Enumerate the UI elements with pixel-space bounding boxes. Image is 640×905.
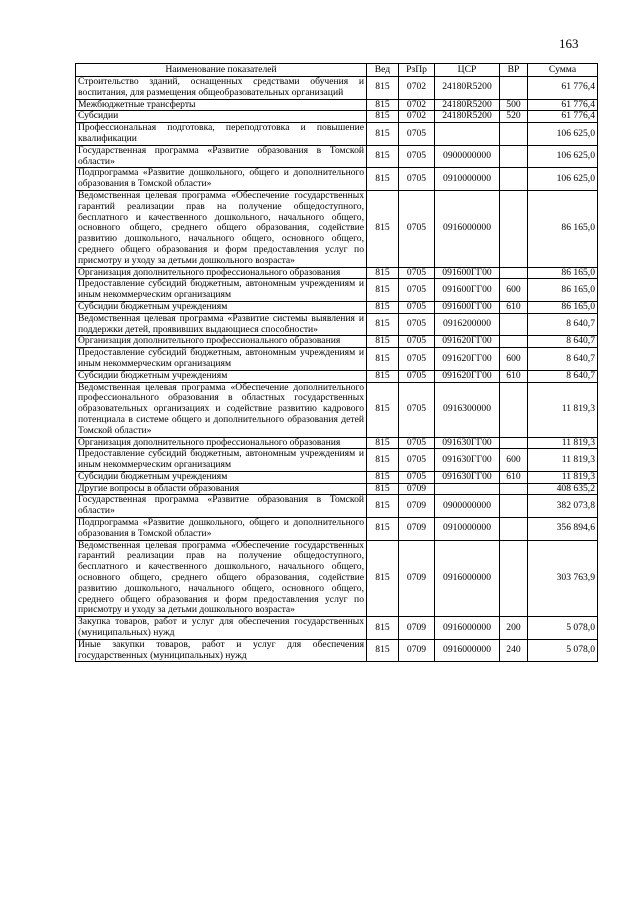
cell-csr: 0916000000: [435, 639, 500, 662]
cell-vr: [500, 190, 528, 267]
table-row: [76, 483, 598, 495]
cell-ved: 815: [367, 449, 399, 472]
cell-ved: 815: [367, 77, 399, 100]
cell-vr: [500, 77, 528, 100]
cell-name: Организация дополнительного профессионального образования: [76, 437, 367, 449]
cell-name: Организация дополнительного профессионального образования: [76, 267, 367, 279]
cell-csr: 0916000000: [435, 190, 500, 267]
cell-rzpr: 0705: [399, 190, 435, 267]
cell-name: Государственная программа «Развитие образования в Томской области»: [76, 145, 367, 168]
cell-ved: 815: [367, 111, 399, 123]
cell-rzpr: 0705: [399, 471, 435, 483]
cell-sum: 86 165,0: [528, 267, 598, 279]
cell-vr: [500, 518, 528, 541]
cell-sum: 61 776,4: [528, 99, 598, 111]
cell-sum: 11 819,3: [528, 471, 598, 483]
table-row: [76, 370, 598, 382]
cell-name: Строительство зданий, оснащенных средствами обучения и воспитания, для размещения общеобразовательных организаций: [76, 77, 367, 100]
cell-rzpr: 0705: [399, 348, 435, 371]
cell-rzpr: 0705: [399, 449, 435, 472]
cell-sum: 5 078,0: [528, 639, 598, 662]
cell-rzpr: 0705: [399, 145, 435, 168]
cell-csr: 091600ГГ00: [435, 301, 500, 313]
cell-name: Субсидии бюджетным учреждениям: [76, 471, 367, 483]
cell-rzpr: 0709: [399, 617, 435, 640]
cell-ved: 815: [367, 471, 399, 483]
cell-vr: 610: [500, 370, 528, 382]
cell-ved: 815: [367, 382, 399, 437]
cell-sum: 11 819,3: [528, 382, 598, 437]
cell-rzpr: 0705: [399, 168, 435, 191]
table-row: [76, 471, 598, 483]
cell-name: Предоставление субсидий бюджетным, автономным учреждениям и иным некоммерческим организациям: [76, 279, 367, 302]
header-name: Наименование показателей: [76, 64, 367, 77]
cell-csr: 0916000000: [435, 540, 500, 617]
cell-csr: 091620ГГ00: [435, 370, 500, 382]
cell-sum: 11 819,3: [528, 437, 598, 449]
cell-sum: 11 819,3: [528, 449, 598, 472]
cell-rzpr: 0709: [399, 483, 435, 495]
cell-vr: [500, 437, 528, 449]
cell-ved: 815: [367, 99, 399, 111]
cell-vr: [500, 336, 528, 348]
cell-csr: 091630ГГ00: [435, 449, 500, 472]
cell-ved: 815: [367, 145, 399, 168]
cell-ved: 815: [367, 370, 399, 382]
cell-rzpr: 0702: [399, 77, 435, 100]
cell-name: Ведомственная целевая программа «Обеспечение государственных гарантий реализации прав на получение общедоступного, бесплатного и качественного дошкольного, начального общего, основного общего, среднего общего образования, содействие развитию дошкольного, начального общего, основного общего, среднего общего образования и форм предоставления услуг по присмотру и уходу за детьми дошкольного возраста»: [76, 190, 367, 267]
cell-name: Государственная программа «Развитие образования в Томской области»: [76, 495, 367, 518]
cell-sum: 86 165,0: [528, 279, 598, 302]
table-row: [76, 639, 598, 662]
cell-csr: 091630ГГ00: [435, 471, 500, 483]
cell-rzpr: 0705: [399, 382, 435, 437]
cell-ved: 815: [367, 301, 399, 313]
table-row: [76, 518, 598, 541]
cell-ved: 815: [367, 267, 399, 279]
cell-vr: [500, 267, 528, 279]
table-row: [76, 111, 598, 123]
cell-name: Иные закупки товаров, работ и услуг для обеспечения государственных (муниципальных) нужд: [76, 639, 367, 662]
cell-sum: 8 640,7: [528, 370, 598, 382]
cell-name: Субсидии бюджетным учреждениям: [76, 370, 367, 382]
cell-csr: 0900000000: [435, 495, 500, 518]
cell-ved: 815: [367, 518, 399, 541]
cell-rzpr: 0702: [399, 99, 435, 111]
budget-table: [75, 63, 598, 662]
cell-csr: 0910000000: [435, 168, 500, 191]
cell-name: Закупка товаров, работ и услуг для обеспечения государственных (муниципальных) нужд: [76, 617, 367, 640]
cell-sum: 86 165,0: [528, 190, 598, 267]
table-row: [76, 382, 598, 437]
table-row: [76, 190, 598, 267]
cell-sum: 382 073,8: [528, 495, 598, 518]
cell-vr: [500, 123, 528, 146]
cell-sum: 86 165,0: [528, 301, 598, 313]
cell-sum: 356 894,6: [528, 518, 598, 541]
cell-sum: 8 640,7: [528, 348, 598, 371]
cell-csr: [435, 483, 500, 495]
cell-csr: 0916000000: [435, 617, 500, 640]
cell-csr: 091600ГГ00: [435, 279, 500, 302]
cell-csr: 24180R5200: [435, 77, 500, 100]
cell-sum: 303 763,9: [528, 540, 598, 617]
cell-ved: 815: [367, 540, 399, 617]
cell-sum: 106 625,0: [528, 145, 598, 168]
cell-csr: 0916300000: [435, 382, 500, 437]
table-row: [76, 99, 598, 111]
cell-name: Профессиональная подготовка, переподготовка и повышение квалификации: [76, 123, 367, 146]
cell-vr: 600: [500, 348, 528, 371]
cell-rzpr: 0705: [399, 123, 435, 146]
cell-csr: 091630ГГ00: [435, 437, 500, 449]
table-row: [76, 123, 598, 146]
cell-vr: 600: [500, 279, 528, 302]
cell-sum: 61 776,4: [528, 111, 598, 123]
cell-name: Другие вопросы в области образования: [76, 483, 367, 495]
cell-name: Подпрограмма «Развитие дошкольного, общего и дополнительного образования в Томской области»: [76, 518, 367, 541]
cell-vr: 520: [500, 111, 528, 123]
cell-vr: 600: [500, 449, 528, 472]
cell-csr: 24180R5200: [435, 111, 500, 123]
cell-name: Предоставление субсидий бюджетным, автономным учреждениям и иным некоммерческим организациям: [76, 449, 367, 472]
table-row: [76, 168, 598, 191]
table-row: [76, 145, 598, 168]
cell-rzpr: 0705: [399, 370, 435, 382]
cell-rzpr: 0705: [399, 279, 435, 302]
cell-csr: 091620ГГ00: [435, 348, 500, 371]
table-row: [76, 449, 598, 472]
cell-ved: 815: [367, 279, 399, 302]
cell-vr: 500: [500, 99, 528, 111]
cell-vr: [500, 483, 528, 495]
cell-rzpr: 0709: [399, 540, 435, 617]
cell-name: Предоставление субсидий бюджетным, автономным учреждениям и иным некоммерческим организациям: [76, 348, 367, 371]
cell-vr: [500, 382, 528, 437]
header-sum: Сумма: [528, 64, 598, 77]
cell-csr: 0916200000: [435, 313, 500, 336]
cell-rzpr: 0709: [399, 495, 435, 518]
cell-vr: 610: [500, 301, 528, 313]
cell-csr: 24180R5200: [435, 99, 500, 111]
table-body: [76, 77, 598, 662]
table-row: [76, 313, 598, 336]
table-row: [76, 437, 598, 449]
cell-ved: 815: [367, 617, 399, 640]
cell-ved: 815: [367, 313, 399, 336]
cell-name: Ведомственная целевая программа «Обеспечение государственных гарантий реализации прав на получение общедоступного, бесплатного и качественного дошкольного, начального общего, основного общего, среднего общего образования, содействие развитию дошкольного, начального общего, основного общего, среднего общего образования и форм предоставления услуг по присмотру и уходу за детьми дошкольного возраста»: [76, 540, 367, 617]
cell-vr: [500, 540, 528, 617]
cell-csr: 0900000000: [435, 145, 500, 168]
cell-ved: 815: [367, 190, 399, 267]
table-row: [76, 301, 598, 313]
cell-rzpr: 0705: [399, 267, 435, 279]
table-row: [76, 267, 598, 279]
cell-vr: [500, 313, 528, 336]
table-row: [76, 540, 598, 617]
table-row: [76, 348, 598, 371]
cell-vr: 200: [500, 617, 528, 640]
cell-ved: 815: [367, 336, 399, 348]
cell-vr: 610: [500, 471, 528, 483]
cell-name: Организация дополнительного профессионального образования: [76, 336, 367, 348]
cell-rzpr: 0705: [399, 313, 435, 336]
cell-vr: [500, 168, 528, 191]
cell-vr: [500, 495, 528, 518]
cell-csr: 0910000000: [435, 518, 500, 541]
cell-name: Ведомственная целевая программа «Развитие системы выявления и поддержки детей, проявивших выдающиеся способности»: [76, 313, 367, 336]
cell-sum: 5 078,0: [528, 617, 598, 640]
header-vr: ВР: [500, 64, 528, 77]
cell-name: Ведомственная целевая программа «Обеспечение дополнительного профессионального образования в областных государственных образовательных организациях и содействие развитию кадрового потенциала в системе общего и дополнительного образования детей Томской области»: [76, 382, 367, 437]
header-rzpr: РзПр: [399, 64, 435, 77]
cell-csr: 091600ГГ00: [435, 267, 500, 279]
page-number: 163: [559, 36, 579, 51]
cell-sum: 106 625,0: [528, 123, 598, 146]
cell-rzpr: 0709: [399, 639, 435, 662]
cell-csr: 091620ГГ00: [435, 336, 500, 348]
cell-name: Подпрограмма «Развитие дошкольного, общего и дополнительного образования в Томской области»: [76, 168, 367, 191]
cell-sum: 408 635,2: [528, 483, 598, 495]
cell-csr: [435, 123, 500, 146]
cell-name: Субсидии: [76, 111, 367, 123]
table-header-row: [76, 64, 598, 77]
header-csr: ЦСР: [435, 64, 500, 77]
table-row: [76, 495, 598, 518]
cell-sum: 61 776,4: [528, 77, 598, 100]
cell-ved: 815: [367, 168, 399, 191]
cell-rzpr: 0705: [399, 336, 435, 348]
cell-ved: 815: [367, 483, 399, 495]
cell-rzpr: 0705: [399, 301, 435, 313]
table-row: [76, 617, 598, 640]
cell-vr: 240: [500, 639, 528, 662]
table-row: [76, 77, 598, 100]
cell-sum: 8 640,7: [528, 336, 598, 348]
cell-rzpr: 0705: [399, 437, 435, 449]
cell-sum: 106 625,0: [528, 168, 598, 191]
cell-name: Субсидии бюджетным учреждениям: [76, 301, 367, 313]
cell-ved: 815: [367, 495, 399, 518]
header-ved: Вед: [367, 64, 399, 77]
cell-sum: 8 640,7: [528, 313, 598, 336]
cell-ved: 815: [367, 123, 399, 146]
table-row: [76, 336, 598, 348]
cell-rzpr: 0702: [399, 111, 435, 123]
cell-vr: [500, 145, 528, 168]
cell-name: Межбюджетные трансферты: [76, 99, 367, 111]
table-row: [76, 279, 598, 302]
cell-ved: 815: [367, 437, 399, 449]
cell-ved: 815: [367, 348, 399, 371]
cell-rzpr: 0709: [399, 518, 435, 541]
cell-ved: 815: [367, 639, 399, 662]
